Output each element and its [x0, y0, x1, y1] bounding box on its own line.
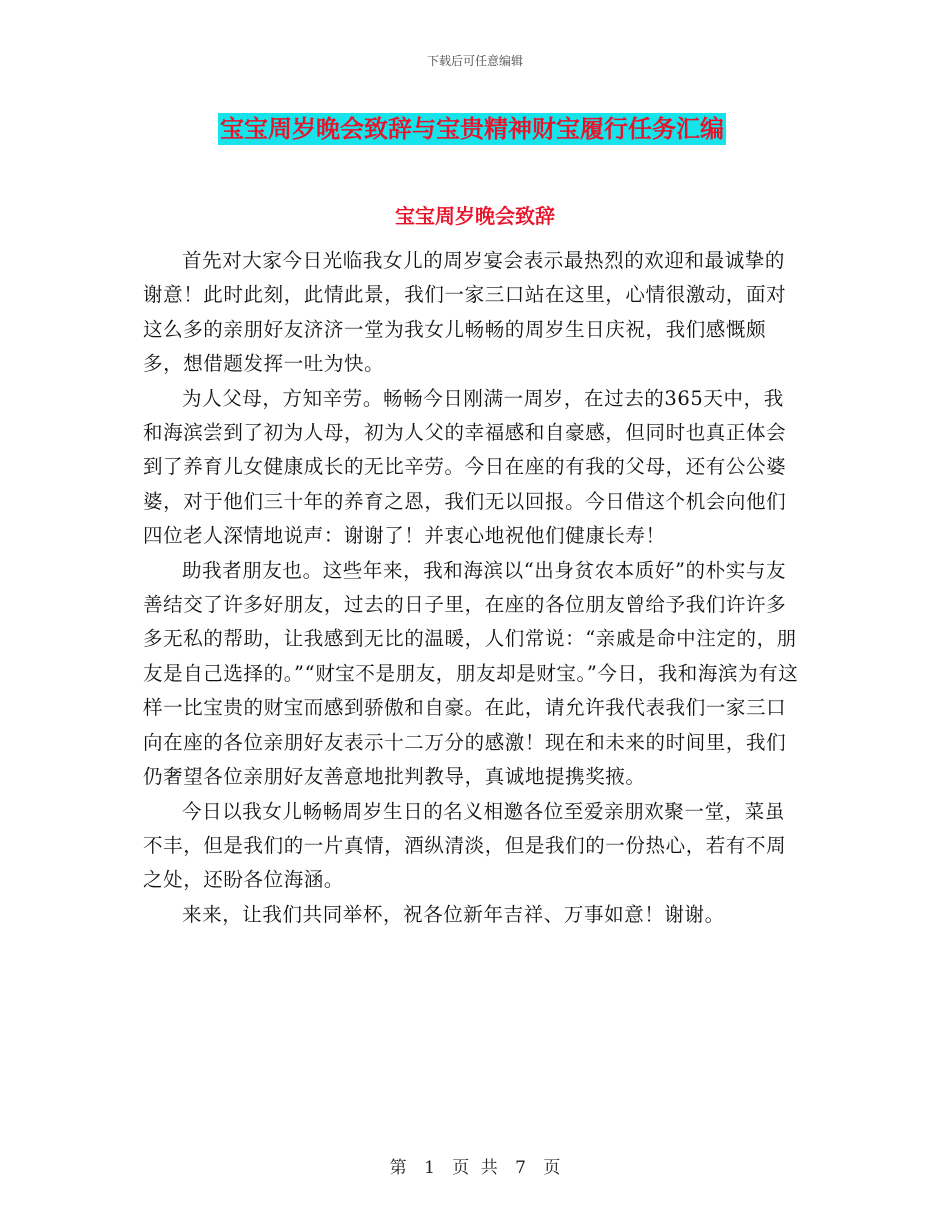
header-note: 下载后可任意编辑 [426, 54, 523, 68]
footer-middle: 页 共 [452, 1158, 498, 1178]
document-body [143, 244, 803, 932]
section-title: 宝宝周岁晚会致辞 [395, 204, 555, 228]
paragraph-4: 今日以我女儿畅畅周岁生日的名义相邀各位至爱亲朋欢聚一堂，菜虽不丰，但是我们的一片真情，酒纵清淡，但是我们的一份热心，若有不周之处，还盼各位海涵。 [143, 799, 787, 892]
paragraph-5: 来来，让我们共同举杯，祝各位新年吉祥、万事如意！谢谢。 [182, 902, 725, 926]
paragraph-1: 首先对大家今日光临我女儿的周岁宴会表示最热烈的欢迎和最诚挚的谢意！此时此刻，此情此景，我们一家三口站在这里，心情很激动，面对这么多的亲朋好友济济一堂为我女儿畅畅的周岁生日庆祝，我们感慨颇多，想借题发挥一吐为快。 [143, 249, 787, 376]
footer-prefix: 第 [389, 1158, 407, 1178]
page-footer [0, 1153, 950, 1178]
page-number: 1 [424, 1158, 435, 1178]
total-pages: 7 [515, 1158, 526, 1178]
paragraph-3: 助我者朋友也。这些年来，我和海滨以“出身贫农本质好”的朴实与友善结交了许多好朋友，过去的日子里，在座的各位朋友曾给予我们许许多多无私的帮助，让我感到无比的温暖，人们常说：“亲戚是命中注定的，朋友是自己选择的。”“财宝不是朋友，朋友却是财宝。”今日，我和海滨为有这样一比宝贵的财宝而感到骄傲和自豪。在此，请允许我代表我们一家三口向在座的各位亲朋好友表示十二万分的感激！现在和未来的时间里，我们仍奢望各位亲朋好友善意地批判教导，真诚地提携奖掖。 [143, 558, 799, 789]
paragraph-2: 为人父母，方知辛劳。畅畅今日刚满一周岁，在过去的365天中，我和海滨尝到了初为人母，初为人父的幸福感和自豪感，但同时也真正体会到了养育儿女健康成长的无比辛劳。今日在座的有我的父母，还有公公婆婆，对于他们三十年的养育之恩，我们无以回报。今日借这个机会向他们四位老人深情地说声：谢谢了！并衷心地祝他们健康长寿！ [143, 386, 787, 548]
footer-suffix: 页 [543, 1158, 561, 1178]
document-title: 宝宝周岁晚会致辞与宝贵精神财宝履行任务汇编 [220, 114, 724, 143]
